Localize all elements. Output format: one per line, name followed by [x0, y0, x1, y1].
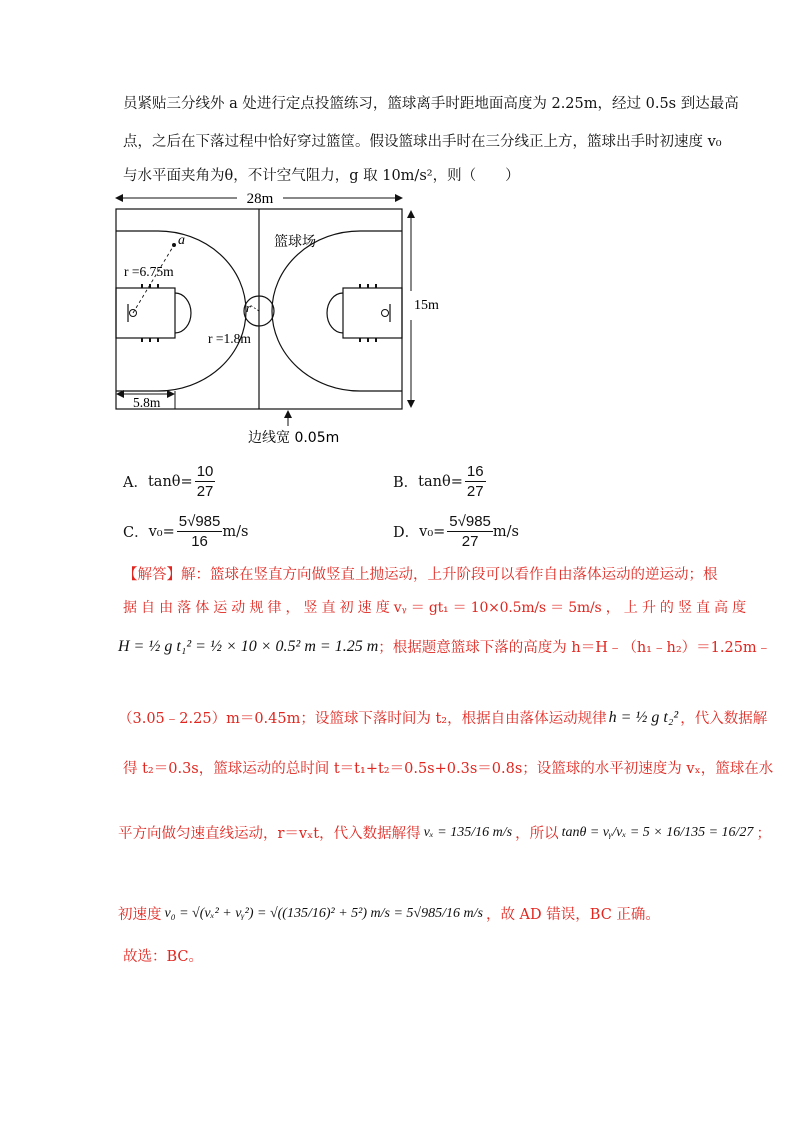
question-line-1: 员紧贴三分线外 a 处进行定点投篮练习，篮球离手时距地面高度为 2.25m，经过 0.5s 到达最高	[123, 96, 739, 112]
option-a[interactable]: A． tanθ= $\frac{10}{27}$	[123, 463, 214, 500]
formula-height: H = ½ g t₁² = ½ × 10 × 0.5² m = 1.25 m	[118, 637, 379, 655]
three-point-radius-label: r =6.75m	[124, 264, 174, 279]
solution-line-4: （3.05﹣2.25）m＝0.45m；设篮球下落时间为 t₂，根据自由落体运动规律 h = ½ g t₂² ，代入数据解	[118, 708, 768, 727]
point-a	[172, 243, 176, 247]
width-label: 28m	[246, 191, 274, 207]
formula-vx: vₓ = 135/16 m/s	[423, 824, 513, 840]
three-point-radius	[133, 245, 174, 313]
question-line-3: 与水平面夹角为θ，不计空气阻力，g 取 10m/s²，则（ ）	[123, 168, 520, 184]
option-d-fraction: $\frac{5√985}{27}$	[449, 513, 491, 550]
option-b-fraction: $\frac{16}{27}$	[466, 463, 484, 500]
court-label: 篮球场	[274, 234, 316, 250]
formula-fall: h = ½ g t₂²	[608, 708, 679, 726]
solution-line-2: 据 自 由 落 体 运 动 规 律 ， 竖 直 初 速 度 vᵧ ＝ gt₁ ＝ 10×0.5m/s ＝ 5m/s ， 上 升 的 竖 直 高 度	[123, 600, 746, 616]
right-key	[343, 288, 402, 338]
option-b[interactable]: B． tanθ= $\frac{16}{27}$	[393, 463, 484, 500]
option-c-fraction: $\frac{5√985}{16}$	[178, 513, 221, 550]
option-a-fraction: $\frac{10}{27}$	[196, 463, 214, 500]
solution-line-7: 初速度 v₀ = √(vₓ² + vᵧ²) = √((135/16)² + 5²) m/s = 5√985/16 m/s ，故 AD 错误，BC 正确。	[118, 905, 660, 923]
solution-answer: 故选：BC。	[123, 949, 204, 965]
height-label: 15m	[414, 298, 439, 313]
option-d[interactable]: D． v₀= $\frac{5√985}{27}$ m/s	[393, 513, 519, 550]
solution-line-6: 平方向做匀速直线运动，r＝vₓt，代入数据解得 vₓ = 135/16 m/s ，所以 tanθ = vᵧ/vₓ = 5 × 16/135 = 16/27 ；	[118, 824, 771, 842]
formula-v0: v₀ = √(vₓ² + vᵧ²) = √((135/16)² + 5²) m/s = 5√985/16 m/s	[164, 905, 483, 921]
solution-line-5: 得 t₂＝0.3s，篮球运动的总时间 t＝t₁+t₂＝0.5s+0.3s＝0.8s；设篮球的水平初速度为 vₓ，篮球在水	[123, 761, 774, 777]
center-radius-label: r =1.8m	[208, 331, 251, 346]
question-line-2: 点，之后在下落过程中恰好穿过篮筐。假设篮球出手时在三分线正上方，篮球出手时初速度 v₀	[123, 134, 722, 150]
edge-width-label: 边线宽 0.05m	[248, 430, 340, 446]
solution-line-1: 【解答】解：篮球在竖直方向做竖直上抛运动，上升阶段可以看作自由落体运动的逆运动；根	[123, 567, 718, 583]
key-distance-label: 5.8m	[133, 395, 161, 410]
point-a-label: a	[178, 233, 185, 248]
option-c[interactable]: C． v₀= $\frac{5√985}{16}$ m/s	[123, 513, 249, 550]
center-radius-r: r	[246, 300, 252, 315]
formula-tan: tanθ = vᵧ/vₓ = 5 × 16/135 = 16/27	[561, 824, 754, 840]
left-key	[116, 288, 175, 338]
basketball-court-figure	[0, 0, 800, 460]
solution-line-3: H = ½ g t₁² = ½ × 10 × 0.5² m = 1.25 m ；根据题意篮球下落的高度为 h＝H﹣（h₁﹣h₂）＝1.25m﹣	[118, 637, 772, 656]
solution-tag: 【解答】	[123, 567, 181, 583]
